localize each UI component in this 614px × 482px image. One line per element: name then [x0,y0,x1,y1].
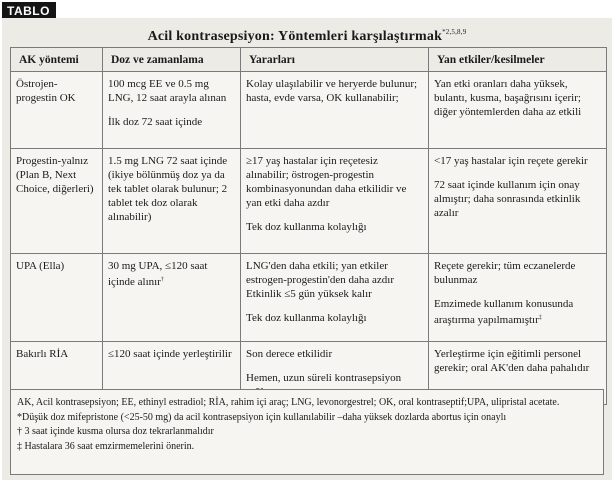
title-references: *2,5,8,9 [442,28,467,36]
method-cell: Progestin-yalnız (Plan B, Next Choice, diğerleri) [11,149,103,254]
dose-cell: ≤120 saat içinde yerleştirilir [103,342,241,405]
table-row [11,254,607,342]
header-benefits: Yararları [241,48,429,72]
side-effects-cell: <17 yaş hastalar için reçete gerekir 72 saat içinde kullanım için onay almıştır; daha sonrasında etkinlik azalır [429,149,607,254]
footnote: *Düşük doz mifepristone (<25-50 mg) da acil kontrasepsiyon için kullanılabilir –daha yüksek dozlarda abortus için onaylı [17,411,507,423]
header-method: AK yöntemi [11,48,103,72]
side-effects-cell: Yan etki oranları daha yüksek, bulantı, kusma, başağrısını içerir; diğer yöntemlerden daha az etkili [429,72,607,149]
footnote-abbreviations: AK, Acil kontrasepsiyon; EE, ethinyl estradiol; RİA, rahim içi araç; LNG, levonorgestrel; OK, oral kontraseptif;UPA, ulipristal acetate. [17,397,560,408]
dose-footnote-mark: † [160,277,164,283]
effects-footnote-mark: ‡ [538,315,542,321]
table-row [11,72,607,149]
footnote: † 3 saat içinde kusma olursa doz tekrarlanmalıdır [17,426,214,437]
benefits-cell: ≥17 yaş hastalar için reçetesiz alınabilir; östrogen-progestin kombinasyonundan daha etkilidir ve yan etki daha azdır Tek doz kullanma kolaylığı [241,149,429,254]
side-effects-cell: Yerleştirme için eğitimli personel gerekir; oral AK'den daha pahalıdır [429,342,607,405]
benefits-cell: Kolay ulaşılabilir ve heryerde bulunur; hasta, evde varsa, OK kullanabilir; [241,72,429,149]
benefits-cell: Son derece etkilidir Hemen, uzun süreli kontrasepsiyon [241,342,429,405]
side-effects-cell: Reçete gerekir; tüm eczanelerde bulunmaz Emzimede kullanım konusunda araştırma yapılmamıştır‡ [429,254,607,342]
method-cell: UPA (Ella) [11,254,103,342]
header-dose: Doz ve zamanlama [103,48,241,72]
table-tag: TABLO [2,2,56,20]
table-title: Acil kontrasepsiyon: Yöntemleri karşılaştırmak$^{*2,5,8,9}$ [147,28,467,44]
table-row [11,149,607,254]
method-cell: Bakırlı RİA [11,342,103,405]
footnote: ‡ Hastalara 36 saat emzirmemelerini önerin. [17,440,195,452]
dose-cell: 100 mcg EE ve 0.5 mg LNG, 12 saat arayla alınan İlk doz 72 saat içinde [103,72,241,149]
table-frame [2,18,612,480]
header-row [11,48,607,72]
dose-cell: 1.5 mg LNG 72 saat içinde (ikiye bölünmüş doz ya da tek tablet olarak bulunur; 2 tablet tek doz olarak alınabilir) [103,149,241,254]
method-cell: Östrojen-progestin OK [11,72,103,149]
header-side-effects: Yan etkiler/kesilmeler [429,48,607,72]
dose-cell: 30 mg UPA, ≤120 saat içinde alınır† [103,254,241,342]
footnotes [10,389,604,475]
comparison-table [10,47,607,405]
benefits-cell: LNG'den daha etkili; yan etkiler estrogen-progestin'den daha azdır Etkinlik ≤5 gün yüksek kalır Tek doz kullanma kolaylığı [241,254,429,342]
